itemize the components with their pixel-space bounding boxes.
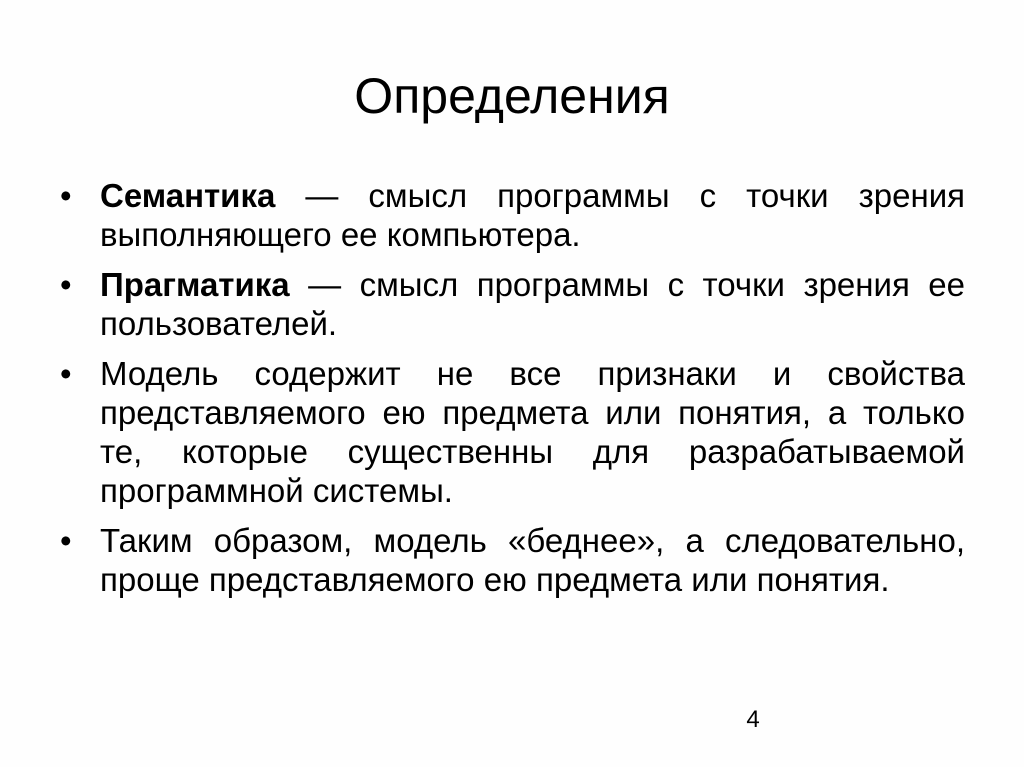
bullet-text: Модель содержит не все признаки и свойства представляемого ею предмета или понятия, а только те, которые существенны для разрабатываемой программной системы.	[100, 355, 965, 509]
bullet-dot-icon: •	[60, 355, 72, 392]
bullet-dot-icon: •	[60, 177, 72, 214]
bullet-definition: — смысл программы с точки зрения выполняющего ее компьютера.	[100, 177, 965, 253]
bullet-item-conclusion	[60, 521, 965, 599]
bullet-text	[100, 265, 965, 343]
page-number: 4	[746, 706, 760, 733]
bullet-item-pragmatics	[60, 265, 965, 343]
bullet-list	[60, 176, 965, 610]
bullet-term: Семантика	[100, 177, 276, 214]
bullet-text: Таким образом, модель «беднее», а следовательно, проще представляемого ею предмета или понятия.	[100, 522, 965, 598]
bullet-dot-icon: •	[60, 522, 72, 559]
bullet-definition: — смысл программы с точки зрения ее пользователей.	[100, 266, 965, 342]
bullet-term: Прагматика	[100, 266, 290, 303]
bullet-item-model	[60, 354, 965, 510]
bullet-dot-icon: •	[60, 266, 72, 303]
slide-title: Определения	[354, 68, 670, 124]
bullet-text	[100, 176, 965, 254]
bullet-item-semantics	[60, 176, 965, 254]
